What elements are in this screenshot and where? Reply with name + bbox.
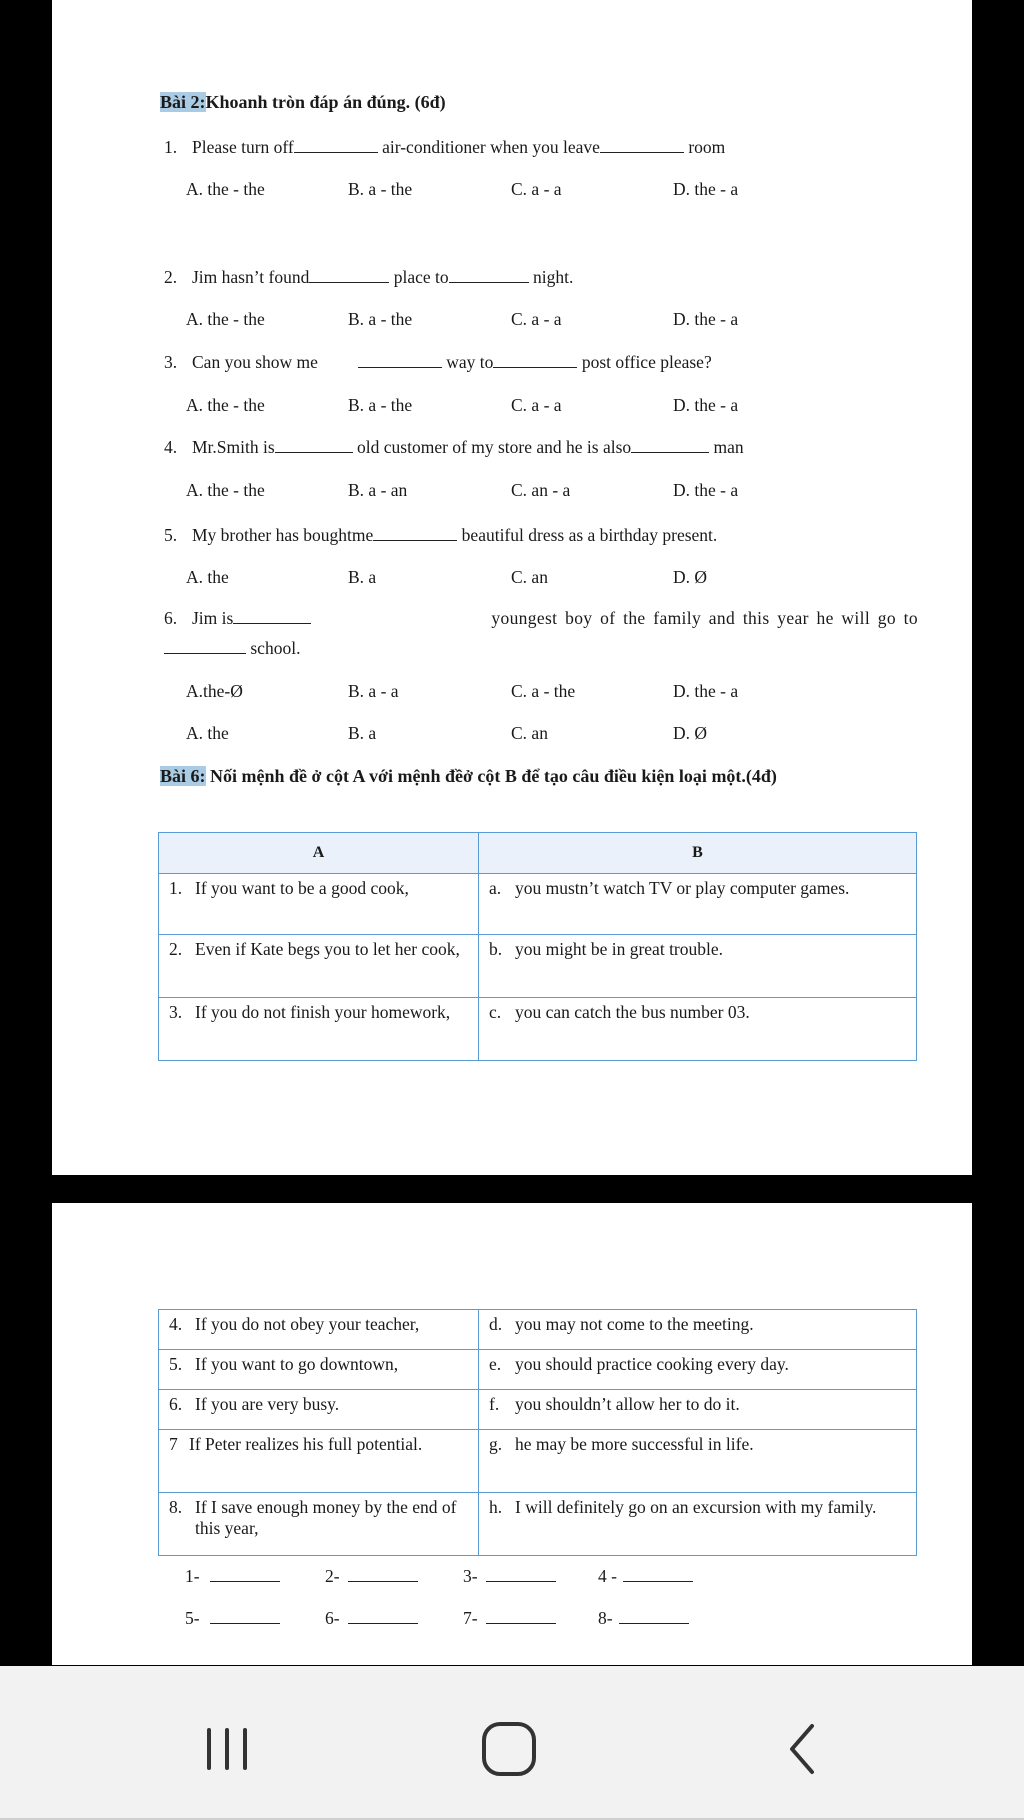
table-row (159, 1493, 917, 1556)
clause-number: 1. (169, 878, 183, 898)
clause-a-cell (159, 1310, 479, 1350)
question-4 (164, 437, 744, 458)
clause-text: you might be in great trouble. (515, 939, 724, 959)
question-6 (164, 608, 918, 629)
question-text: My brother has boughtme (192, 525, 374, 545)
clause-text: you may not come to the meeting. (515, 1314, 754, 1334)
table-row (159, 1430, 917, 1493)
question-number: 2. (164, 267, 178, 287)
question-6-line1-start (164, 608, 311, 629)
option-c: C. a - the (511, 681, 576, 701)
question-number: 3. (164, 352, 178, 372)
answer-line-5 (185, 1608, 280, 1629)
clause-a-cell (159, 998, 479, 1061)
answer-blank (164, 639, 246, 654)
clause-letter: h. (489, 1497, 503, 1517)
question-text: old customer of my store and he is also (357, 437, 632, 457)
answer-blank (309, 268, 389, 283)
option-a: A. the - the (186, 309, 265, 329)
option-b: B. a - the (348, 179, 413, 199)
table-row (159, 998, 917, 1061)
clause-text: If you want to go downtown, (195, 1354, 399, 1374)
question-text: Jim is (192, 608, 234, 628)
question-3 (164, 352, 712, 373)
question-2 (164, 267, 573, 288)
option-a: A. the - the (186, 395, 265, 415)
answer-label: 7- (463, 1608, 478, 1628)
answer-blank (294, 138, 378, 153)
clause-b-cell (479, 1310, 917, 1350)
clause-letter: c. (489, 1002, 502, 1022)
question-text: way to (446, 352, 494, 372)
column-b-header: B (479, 833, 917, 874)
option-a: A. the (186, 567, 229, 587)
table-header-row (159, 833, 917, 874)
clause-letter: b. (489, 939, 503, 959)
matching-table-1 (158, 832, 917, 1061)
clause-text: If you do not finish your homework, (195, 1002, 451, 1022)
answer-blank (449, 268, 529, 283)
clause-b-cell (479, 1350, 917, 1390)
question-text: night. (532, 267, 574, 287)
clause-letter: g. (489, 1434, 503, 1454)
option-d: D. Ø (673, 723, 708, 743)
answer-label: 4 - (598, 1566, 617, 1586)
section-6-title: Nối mệnh đề ở cột A với mệnh đềở cột B để tạo câu điều kiện loại (210, 766, 707, 786)
option-c: C. an - a (511, 480, 571, 500)
clause-a-cell (159, 1430, 479, 1493)
option-d: D. Ø (673, 567, 708, 587)
option-a: A. the - the (186, 480, 265, 500)
clause-b-cell (479, 1390, 917, 1430)
answer-line-8 (598, 1608, 689, 1629)
clause-number: 3. (169, 1002, 183, 1022)
clause-number: 8. (169, 1497, 183, 1517)
answer-blank (600, 138, 684, 153)
question-text: Mr.Smith is (192, 437, 275, 457)
answer-line-4 (598, 1566, 693, 1587)
clause-text: you can catch the bus number 03. (515, 1002, 750, 1022)
document-page-1 (52, 0, 972, 1175)
clause-text: he may be more successful in life. (515, 1434, 754, 1454)
answer-line-2 (325, 1566, 418, 1587)
option-d: D. the - a (673, 681, 739, 701)
option-a: A. the - the (186, 179, 265, 199)
document-page-2 (52, 1203, 972, 1665)
option-d: D. the - a (673, 480, 739, 500)
answer-line-3 (463, 1566, 556, 1587)
answer-blank (348, 1609, 418, 1624)
answer-blank (619, 1609, 689, 1624)
question-text: place to (393, 267, 449, 287)
option-a: A. the (186, 723, 229, 743)
option-b: B. a - a (348, 681, 399, 701)
back-button[interactable] (784, 1722, 820, 1776)
answer-line-1 (185, 1566, 280, 1587)
clause-b-cell (479, 935, 917, 998)
clause-text: If you do not obey your teacher, (195, 1314, 420, 1334)
answer-label: 2- (325, 1566, 340, 1586)
question-text: post office please? (581, 352, 712, 372)
answer-label: 5- (185, 1608, 200, 1628)
clause-text: you mustn’t watch TV or play computer games. (515, 878, 850, 898)
question-text: school. (250, 638, 301, 658)
question-text: Please turn off (192, 137, 294, 157)
clause-letter: e. (489, 1354, 502, 1374)
option-c: C. a - a (511, 309, 562, 329)
clause-letter: a. (489, 878, 502, 898)
clause-text: If you are very busy. (195, 1394, 340, 1414)
answer-blank (623, 1567, 693, 1582)
section-6-heading (160, 763, 918, 790)
option-b: B. a - an (348, 480, 408, 500)
answer-line-7 (463, 1608, 556, 1629)
question-text: youngest boy of the family and this year he will go to (491, 608, 918, 628)
clause-number: 7 (169, 1434, 178, 1454)
answer-blank (493, 353, 577, 368)
clause-text: you shouldn’t allow her to do it. (515, 1394, 740, 1414)
option-c: C. a - a (511, 395, 562, 415)
clause-a-cell (159, 1493, 479, 1556)
table-row (159, 935, 917, 998)
answer-blank (486, 1609, 556, 1624)
question-5 (164, 525, 717, 546)
option-d: D. the - a (673, 395, 739, 415)
recents-bar-icon (243, 1728, 247, 1770)
question-text: Can you show me (192, 352, 318, 372)
option-a: A.the-Ø (186, 681, 243, 701)
recent-apps-button[interactable] (205, 1728, 251, 1770)
option-d: D. the - a (673, 179, 739, 199)
answer-blank (358, 353, 442, 368)
option-b: B. a (348, 723, 377, 743)
question-6-line2 (164, 638, 300, 659)
clause-text: If Peter realizes his full potential. (189, 1434, 423, 1454)
clause-a-cell (159, 935, 479, 998)
question-text: man (713, 437, 744, 457)
option-c: C. an (511, 723, 548, 743)
question-number: 6. (164, 608, 178, 628)
table-row (159, 1350, 917, 1390)
option-c: C. a - a (511, 179, 562, 199)
clause-number: 2. (169, 939, 183, 959)
question-1 (164, 137, 725, 158)
clause-a-cell (159, 1390, 479, 1430)
answer-blank (233, 609, 311, 624)
section-6-title-line2: một.(4đ) (711, 766, 777, 786)
option-b: B. a - the (348, 395, 413, 415)
chevron-left-icon (784, 1722, 820, 1776)
clause-a-cell (159, 874, 479, 935)
clause-text: you should practice cooking every day. (515, 1354, 789, 1374)
question-number: 4. (164, 437, 178, 457)
clause-b-cell (479, 998, 917, 1061)
option-c: C. an (511, 567, 548, 587)
answer-blank (631, 438, 709, 453)
clause-letter: d. (489, 1314, 503, 1334)
answer-label: 1- (185, 1566, 200, 1586)
option-d: D. the - a (673, 309, 739, 329)
section-2-heading (160, 92, 446, 113)
clause-number: 6. (169, 1394, 183, 1414)
matching-table-2 (158, 1309, 917, 1556)
answer-line-6 (325, 1608, 418, 1629)
clause-text: If you want to be a good cook, (195, 878, 409, 898)
question-number: 5. (164, 525, 178, 545)
question-text: beautiful dress as a birthday present. (461, 525, 718, 545)
answer-blank (210, 1609, 280, 1624)
answer-blank (486, 1567, 556, 1582)
question-text: Jim hasn’t found (192, 267, 310, 287)
clause-a-cell (159, 1350, 479, 1390)
clause-letter: f. (489, 1394, 500, 1414)
answer-label: 8- (598, 1608, 613, 1628)
clause-text: Even if Kate begs you to let her cook, (195, 939, 460, 959)
answer-blank (373, 526, 457, 541)
option-b: B. a (348, 567, 377, 587)
clause-number: 5. (169, 1354, 183, 1374)
table-row (159, 1390, 917, 1430)
question-number: 1. (164, 137, 178, 157)
clause-text: If I save enough money by the end of this year, (195, 1497, 457, 1538)
answer-blank (348, 1567, 418, 1582)
question-text: air-conditioner when you leave (382, 137, 600, 157)
home-button[interactable] (482, 1722, 536, 1776)
recents-bar-icon (225, 1728, 229, 1770)
answer-blank (210, 1567, 280, 1582)
section-2-title: Khoanh tròn đáp án đúng. (6đ) (205, 92, 446, 112)
answer-label: 6- (325, 1608, 340, 1628)
column-a-header: A (159, 833, 479, 874)
android-navigation-bar (0, 1666, 1024, 1820)
answer-blank (275, 438, 353, 453)
clause-b-cell (479, 1493, 917, 1556)
recents-bar-icon (207, 1728, 211, 1770)
section-6-label: Bài 6: (160, 766, 206, 786)
table-row (159, 1310, 917, 1350)
clause-b-cell (479, 1430, 917, 1493)
answer-label: 3- (463, 1566, 478, 1586)
clause-number: 4. (169, 1314, 183, 1334)
option-b: B. a - the (348, 309, 413, 329)
clause-text: I will definitely go on an excursion with my family. (515, 1497, 877, 1517)
clause-b-cell (479, 874, 917, 935)
table-row (159, 874, 917, 935)
question-text: room (688, 137, 726, 157)
section-2-label: Bài 2: (160, 92, 206, 112)
